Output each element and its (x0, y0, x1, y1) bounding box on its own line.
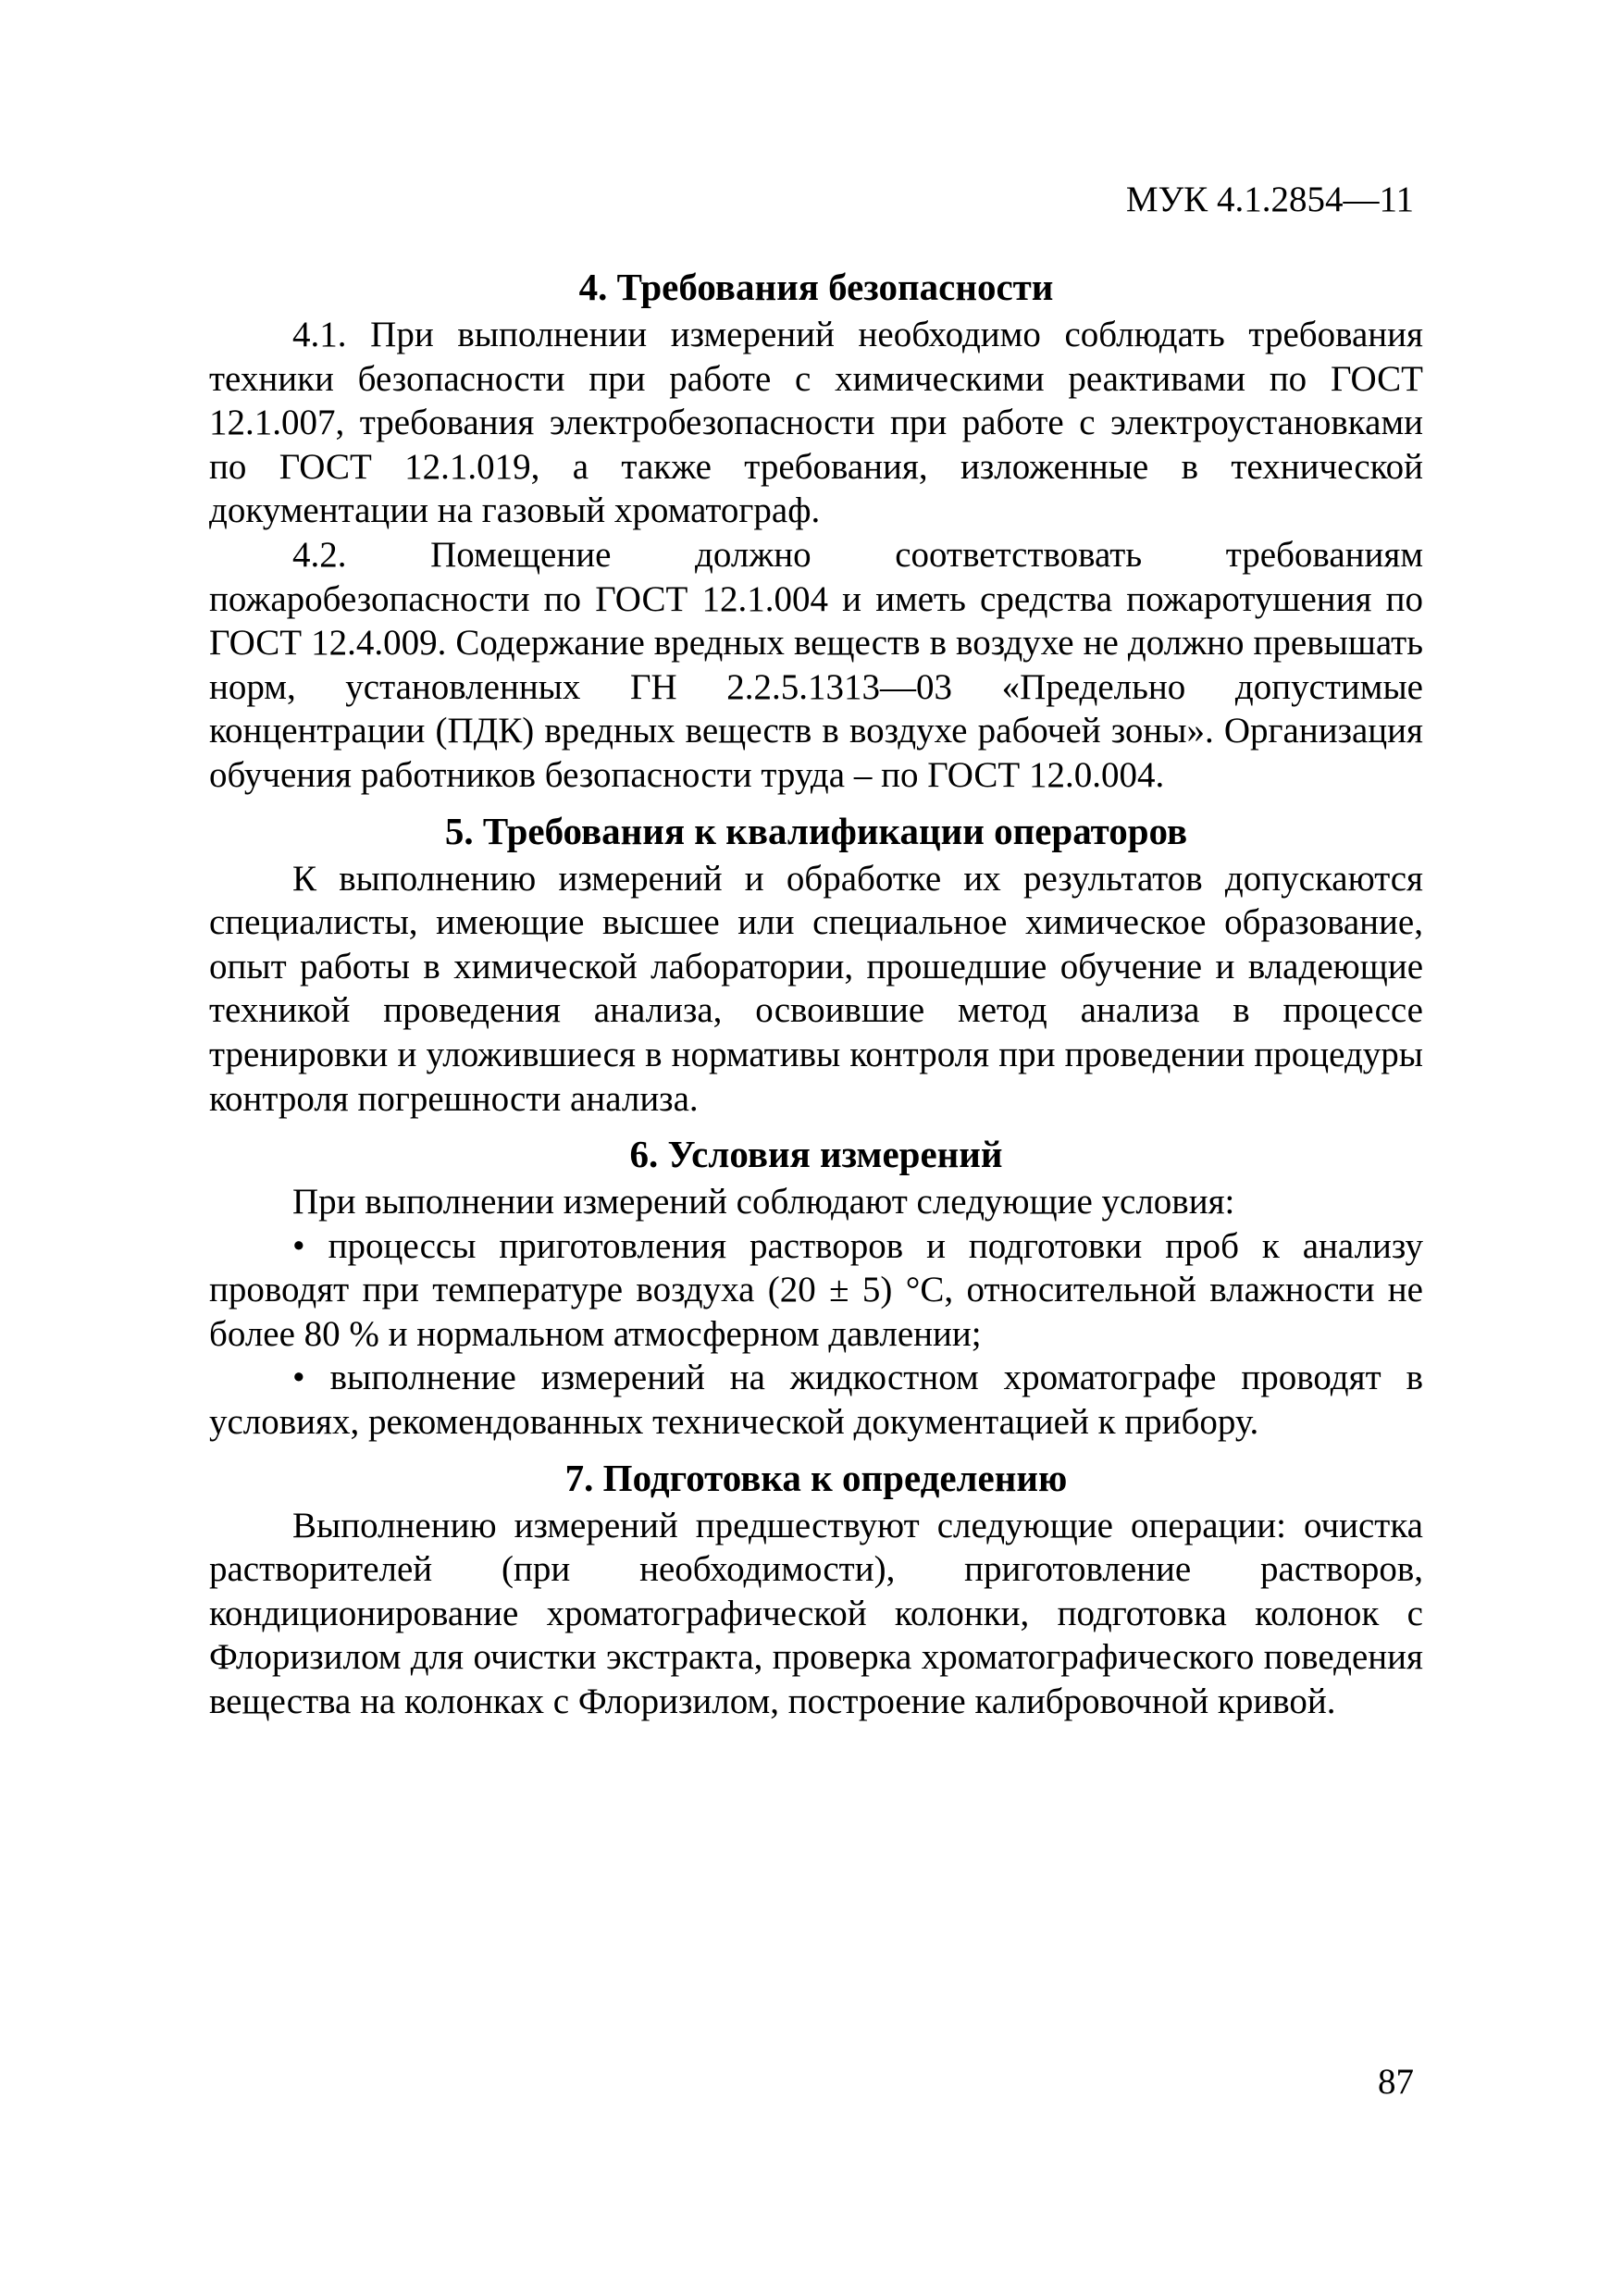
section-4-title: 4. Требования безопасности (578, 266, 1054, 308)
section-4-paragraph-1: 4.1. При выполнении измерений необходимо соблюдать требования техники безопасности при работе с химическими реактивами по ГОСТ 12.1.007, требования электробезопасности при работе с электроустановками по ГОСТ 12.1.019, а также требования, изложенные в технической документации на газовый хроматограф. (209, 315, 1423, 531)
page-number: 87 (1378, 2062, 1414, 2102)
section-5-title: 5. Требования к квалификации операторов (444, 809, 1188, 852)
section-5-paragraph-1: К выполнению измерений и обработке их результатов допускаются специалисты, имеющие высшее или специальное химическое образование, опыт работы в химической лаборатории, прошедшие обучение и владеющие техникой проведения анализа, освоившие метод анализа в процессе тренировки и уложившиеся в нормативы контроля при проведении процедуры контроля погрешности анализа. (209, 858, 1423, 1119)
section-6-bullet-2: • выполнение измерений на жидкостном хроматографе проводят в условиях, рекомендованных технической документацией к прибору. (209, 1358, 1423, 1443)
section-6-intro: При выполнении измерений соблюдают следующие условия: (292, 1182, 1235, 1222)
section-6-bullet-1: • процессы приготовления растворов и подготовки проб к анализу проводят при температуре воздуха (20 ± 5) °С, относительной влажности не более 80 % и нормальном атмосферном давлении; (209, 1225, 1423, 1354)
section-7-paragraph-1: Выполнению измерений предшествуют следующие операции: очистка растворителей (при необходимости), приготовление растворов, кондиционирование хроматографической колонки, подготовка колонок с Флоризилом для очистки экстракта, проверка хроматографического поведения вещества на колонках с Флоризилом, построение калибровочной кривой. (209, 1505, 1423, 1722)
document-code: МУК 4.1.2854—11 (1125, 180, 1414, 219)
section-4-paragraph-2: 4.2. Помещение должно соответствовать требованиям пожаробезопасности по ГОСТ 12.1.004 и иметь средства пожаротушения по ГОСТ 12.4.009. Содержание вредных веществ в воздухе не должно превышать норм, установленных ГН 2.2.5.1313—03 «Предельно допустимые концентрации (ПДК) вредных веществ в воздухе рабочей зоны». Организация обучения работников безопасности труда – по ГОСТ 12.0.004. (209, 534, 1423, 795)
section-6-title: 6. Условия измерений (629, 1133, 1003, 1176)
page-content (209, 261, 1423, 1724)
section-7-title: 7. Подготовка к определению (564, 1456, 1068, 1499)
